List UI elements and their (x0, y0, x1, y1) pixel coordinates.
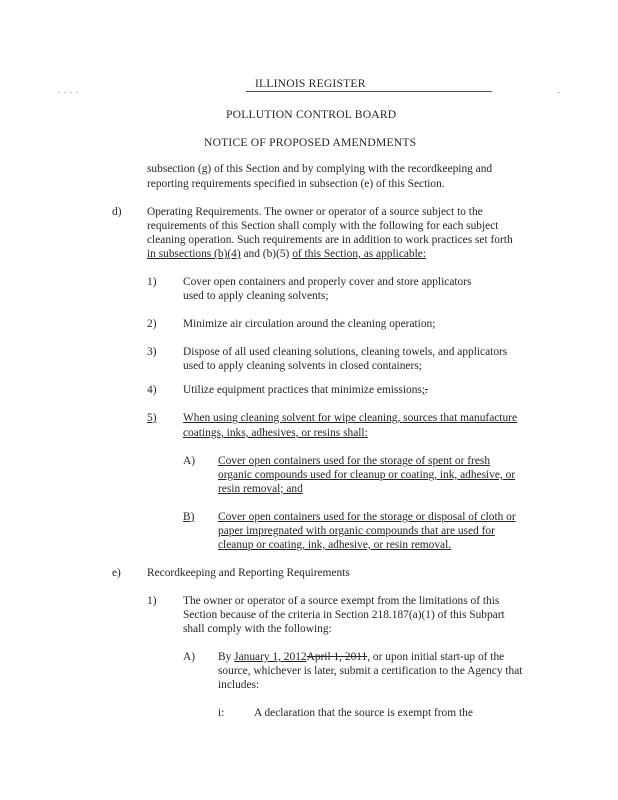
subitem-a-label: A) (183, 455, 196, 467)
right-margin-dots: . (558, 86, 561, 95)
inserted-text: ; (421, 384, 425, 396)
deleted-date: April 1, 2011 (306, 651, 368, 663)
item-5-line-2 (183, 427, 368, 440)
section-d-label: d) (112, 206, 122, 218)
subitem-a-line-3 (218, 483, 303, 496)
item-2-number: 2) (147, 318, 157, 330)
notice-title: NOTICE OF PROPOSED AMENDMENTS (204, 136, 417, 149)
inserted-text: resin removal; and (218, 483, 303, 495)
item-3-line-2: used to apply cleaning solvents in closed containers; (183, 360, 422, 372)
e-subitem-i-line-1: A declaration that the source is exempt from the (254, 707, 473, 719)
subitem-b-line-1 (218, 511, 516, 524)
item-4-number: 4) (147, 384, 157, 396)
subitem-b-line-2 (218, 525, 495, 538)
inserted-text: 5) (147, 412, 157, 424)
section-e-title: Recordkeeping and Reporting Requirements (147, 567, 350, 579)
left-margin-dots: . . . . (58, 86, 79, 95)
inserted-text: When using cleaning solvent for wipe cleaning, sources that manufacture (183, 412, 518, 424)
inserted-date: January 1, 2012 (234, 651, 307, 663)
section-d-line-1: Operating Requirements. The owner or operator of a source subject to the (147, 206, 483, 218)
inserted-text: Cover open containers used for the storage or disposal of cloth or (218, 511, 516, 523)
item-3-number: 3) (147, 346, 157, 358)
item-2-line-1: Minimize air circulation around the cleaning operation; (183, 318, 436, 330)
inserted-text: Cover open containers used for the storage of spent or fresh (218, 455, 491, 467)
e-subitem-a-line-2: source, whichever is later, submit a certification to the Agency that (218, 665, 523, 677)
section-d-line-3: cleaning operation. Such requirements are in addition to work practices set forth (147, 234, 513, 246)
inserted-text: B) (183, 511, 195, 523)
item-4-line-1 (183, 384, 428, 397)
item-1-line-2: used to apply cleaning solvents; (183, 290, 329, 302)
e-item-1-line-3: shall comply with the following: (183, 623, 332, 635)
inserted-text: paper impregnated with organic compounds that are used for (218, 525, 495, 537)
inserted-text: in subsections (b)(4) (147, 248, 241, 260)
deleted-text: . (425, 384, 428, 396)
plain-text: and (b)(5) (240, 248, 293, 260)
item-5-line-1 (183, 412, 517, 425)
e-subitem-a-line-3: includes: (218, 679, 260, 691)
e-subitem-a-line-1 (218, 651, 504, 664)
section-e-label: e) (112, 567, 121, 579)
e-subitem-i-label: i: (218, 707, 225, 719)
plain-text: By (218, 651, 235, 663)
item-5-number (147, 412, 157, 425)
plain-text: , or upon initial start-up of the (367, 651, 505, 663)
intro-line-1: subsection (g) of this Section and by complying with the recordkeeping and (147, 163, 493, 175)
intro-line-2: reporting requirements specified in subsection (e) of this Section. (147, 178, 445, 190)
section-d-line-4 (147, 248, 426, 261)
item-1-number: 1) (147, 276, 157, 288)
register-title: ILLINOIS REGISTER (255, 77, 366, 90)
header-rule (246, 91, 492, 92)
inserted-text: coatings, inks, adhesives, or resins shall: (183, 427, 368, 439)
e-item-1-line-2: Section because of the criteria in Section 218.187(a)(1) of this Subpart (183, 609, 505, 621)
plain-text: Utilize equipment practices that minimize emissions (183, 384, 422, 396)
item-1-line-1: Cover open containers and properly cover and store applicators (183, 276, 472, 288)
e-item-1-number: 1) (147, 595, 157, 607)
inserted-text: organic compounds used for cleanup or coating, ink, adhesive, or (218, 469, 516, 481)
item-3-line-1: Dispose of all used cleaning solutions, cleaning towels, and applicators (183, 346, 508, 358)
inserted-text: of this Section, as applicable: (292, 248, 427, 260)
section-d-line-2: requirements of this Section shall comply with the following for each subject (147, 220, 499, 232)
subitem-a-line-1 (218, 455, 490, 468)
e-item-1-line-1: The owner or operator of a source exempt from the limitations of this (183, 595, 500, 607)
agency-title: POLLUTION CONTROL BOARD (226, 108, 397, 121)
e-subitem-a-label: A) (183, 651, 196, 663)
inserted-text: cleanup or coating, ink, adhesive, or resin removal. (218, 539, 452, 551)
subitem-b-label (183, 511, 194, 524)
subitem-a-line-2 (218, 469, 515, 482)
subitem-b-line-3 (218, 539, 451, 552)
